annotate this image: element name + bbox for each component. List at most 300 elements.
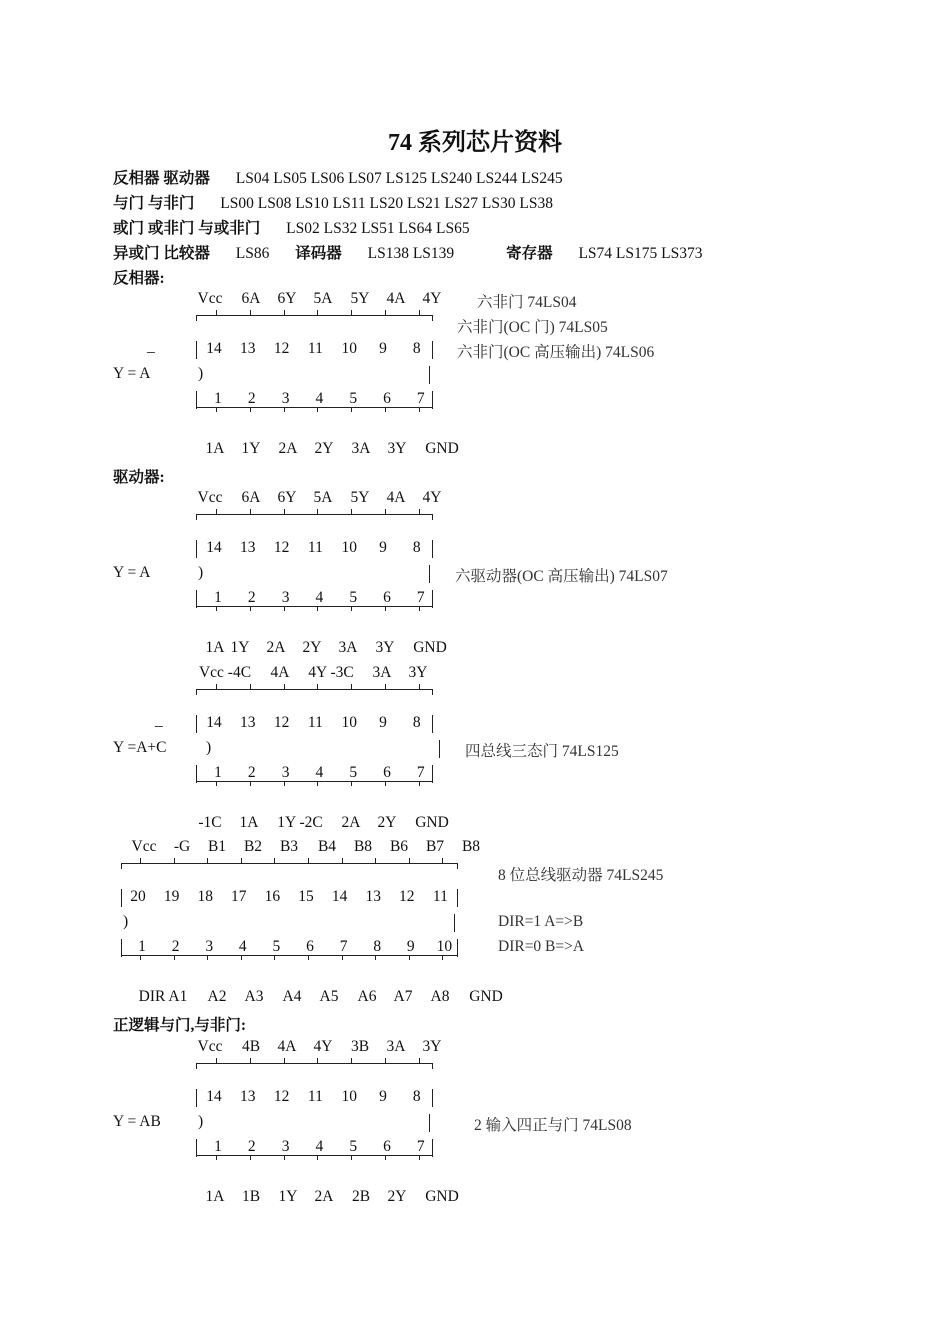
pin-number-top: 8 bbox=[412, 539, 421, 556]
pin-number-top: 17 bbox=[231, 888, 247, 905]
pin-tick-bottom bbox=[419, 1155, 420, 1160]
chip-side-left bbox=[196, 1089, 197, 1107]
pin-number-bottom: 7 bbox=[416, 1138, 425, 1155]
pin-number-bottom: 2 bbox=[247, 1138, 256, 1155]
pin-number-bottom: 7 bbox=[416, 589, 425, 606]
pin-label-bottom: 2B bbox=[351, 1188, 371, 1205]
chip-description: DIR=0 B=>A bbox=[498, 938, 585, 955]
pin-number-bottom: 3 bbox=[281, 589, 290, 606]
section-inverter-label: 反相器: bbox=[113, 270, 165, 287]
pin-number-top: 11 bbox=[307, 539, 323, 556]
pin-label-bottom: 3Y bbox=[387, 440, 407, 457]
pin-number-top: 16 bbox=[264, 888, 281, 905]
pin-tick-top bbox=[216, 1058, 217, 1063]
pin-number-top: 11 bbox=[307, 340, 323, 357]
pin-tick-bottom bbox=[216, 606, 217, 611]
pin-tick-bottom bbox=[207, 955, 208, 960]
pin-number-bottom: 1 bbox=[214, 589, 222, 606]
pin-tick-bottom bbox=[385, 1155, 386, 1160]
pin-number-top: 8 bbox=[412, 1088, 421, 1105]
pin-tick-bottom bbox=[317, 781, 318, 786]
pin-label-top: 5A bbox=[313, 290, 333, 307]
pin-number-bottom: 6 bbox=[383, 1138, 391, 1155]
pin-tick-top bbox=[250, 310, 251, 315]
chip-outline-bottom bbox=[196, 606, 432, 607]
category-parts: LS04 LS05 LS06 LS07 LS125 LS240 LS244 LS245 bbox=[235, 170, 563, 187]
pin-number-top: 8 bbox=[412, 340, 421, 357]
pin-label-top: 3B bbox=[350, 1038, 370, 1055]
pin-tick-bottom bbox=[351, 606, 352, 611]
category-parts-decoder: LS138 LS139 bbox=[367, 245, 455, 262]
pin-tick-bottom bbox=[174, 955, 175, 960]
chip-side-right bbox=[429, 1114, 430, 1132]
pin-label-bottom: GND bbox=[469, 988, 503, 1005]
pin-number-bottom: 5 bbox=[349, 589, 358, 606]
chip-outline-corner bbox=[121, 949, 122, 955]
logic-equation: Y = A bbox=[113, 365, 151, 382]
equation-overbar: _ bbox=[147, 338, 155, 355]
chip-outline-corner bbox=[457, 949, 458, 955]
pin-tick-top bbox=[385, 310, 386, 315]
pin-label-top: 4Y -3C bbox=[308, 664, 354, 681]
pin-number-top: 15 bbox=[298, 888, 314, 905]
category-label-decoder: 译码器 bbox=[295, 245, 342, 262]
pin-tick-top bbox=[140, 858, 141, 863]
pin-number-bottom: 4 bbox=[315, 764, 324, 781]
chip-description: 六非门(OC 门) 74LS05 bbox=[457, 319, 608, 336]
pin-label-bottom: 1Y -2C bbox=[277, 814, 323, 831]
pin-label-top: -G bbox=[173, 838, 191, 855]
pin-tick-bottom bbox=[317, 606, 318, 611]
category-line-and-nand bbox=[113, 191, 553, 213]
pin-tick-top bbox=[419, 1058, 420, 1063]
pin-label-bottom: GND bbox=[425, 440, 459, 457]
pin-tick-bottom bbox=[250, 606, 251, 611]
chip-outline-bottom bbox=[196, 781, 432, 782]
category-label: 或门 或非门 与或非门 bbox=[113, 220, 261, 237]
pin-label-bottom: 3A bbox=[338, 639, 358, 656]
pin-label-top: Vcc bbox=[197, 290, 223, 307]
pin-label-bottom: 2A bbox=[314, 1188, 334, 1205]
pin-label-bottom: 2A bbox=[266, 639, 286, 656]
category-parts: LS02 LS32 LS51 LS64 LS65 bbox=[286, 220, 470, 237]
chip-description: 六驱动器(OC 高压输出) 74LS07 bbox=[455, 568, 668, 585]
pin-number-top: 11 bbox=[432, 888, 448, 905]
chip-description: DIR=1 A=>B bbox=[498, 913, 584, 930]
chip-outline-corner bbox=[432, 1063, 433, 1069]
pin-tick-top bbox=[284, 509, 285, 514]
pin-tick-top bbox=[351, 310, 352, 315]
pin-tick-bottom bbox=[250, 1155, 251, 1160]
pin-number-bottom: 2 bbox=[247, 390, 256, 407]
chip-outline-corner bbox=[432, 514, 433, 520]
pin-number-bottom: 2 bbox=[171, 938, 180, 955]
pin-label-top: 4B bbox=[241, 1038, 261, 1055]
pin-label-top: B3 bbox=[279, 838, 299, 855]
category-label: 反相器 驱动器 bbox=[113, 170, 210, 187]
pin-label-bottom: 1B bbox=[241, 1188, 261, 1205]
chip-outline-top bbox=[196, 689, 432, 690]
pin-label-top: 6A bbox=[241, 489, 261, 506]
chip-outline-corner bbox=[196, 514, 197, 520]
chip-outline-top bbox=[121, 863, 457, 864]
pin-label-top: 3Y bbox=[422, 1038, 442, 1055]
pin-tick-top bbox=[284, 310, 285, 315]
category-label-register: 寄存器 bbox=[506, 245, 553, 262]
pin-label-top: 5Y bbox=[350, 489, 370, 506]
pin-number-bottom: 4 bbox=[238, 938, 247, 955]
pin-label-top: 4A bbox=[277, 1038, 297, 1055]
logic-equation: Y =A+C bbox=[113, 739, 167, 756]
chip-notch: ) bbox=[198, 365, 204, 382]
chip-outline-corner bbox=[196, 689, 197, 695]
pin-tick-bottom bbox=[385, 407, 386, 412]
pin-tick-bottom bbox=[274, 955, 275, 960]
pin-label-top: 6Y bbox=[277, 290, 297, 307]
pin-label-bottom: A8 bbox=[430, 988, 450, 1005]
pin-number-top: 14 bbox=[206, 340, 222, 357]
pin-tick-bottom bbox=[317, 1155, 318, 1160]
pin-label-top: B6 bbox=[389, 838, 409, 855]
pin-number-bottom: 7 bbox=[339, 938, 348, 955]
pin-tick-top bbox=[241, 858, 242, 863]
pin-tick-top bbox=[385, 684, 386, 689]
pin-tick-top bbox=[419, 684, 420, 689]
pin-label-top: Vcc bbox=[197, 489, 223, 506]
pin-tick-bottom bbox=[442, 955, 443, 960]
pin-label-top: Vcc bbox=[131, 838, 157, 855]
pin-label-bottom: 2A bbox=[341, 814, 361, 831]
pin-number-top: 13 bbox=[240, 714, 256, 731]
pin-label-bottom: GND bbox=[415, 814, 449, 831]
pin-tick-top bbox=[409, 858, 410, 863]
pin-label-bottom: GND bbox=[425, 1188, 459, 1205]
category-parts: LS00 LS08 LS10 LS11 LS20 LS21 LS27 LS30 LS38 bbox=[220, 195, 553, 212]
pin-tick-top bbox=[284, 684, 285, 689]
chip-side-left bbox=[121, 889, 122, 907]
pin-tick-top bbox=[274, 858, 275, 863]
pin-tick-top bbox=[351, 509, 352, 514]
pin-number-bottom: 9 bbox=[406, 938, 415, 955]
chip-outline-corner bbox=[196, 600, 197, 606]
pin-label-top: 4Y bbox=[422, 489, 442, 506]
pin-number-top: 13 bbox=[240, 539, 256, 556]
logic-equation: Y = AB bbox=[113, 1113, 161, 1130]
pin-label-bottom: DIR A1 bbox=[138, 988, 188, 1005]
pin-number-top: 14 bbox=[331, 888, 348, 905]
pin-label-bottom: 2Y bbox=[302, 639, 322, 656]
pin-label-bottom: 3A bbox=[351, 440, 371, 457]
pin-tick-bottom bbox=[284, 407, 285, 412]
pin-number-bottom: 10 bbox=[436, 938, 453, 955]
pin-number-bottom: 4 bbox=[315, 1138, 324, 1155]
pin-number-top: 14 bbox=[206, 714, 222, 731]
chip-notch: ) bbox=[198, 564, 204, 581]
pin-label-bottom: 2Y bbox=[387, 1188, 407, 1205]
pin-number-bottom: 1 bbox=[138, 938, 146, 955]
pin-tick-bottom bbox=[241, 955, 242, 960]
pin-number-bottom: 5 bbox=[272, 938, 281, 955]
pin-tick-top bbox=[284, 1058, 285, 1063]
pin-label-bottom: 1A bbox=[239, 814, 259, 831]
pin-number-top: 14 bbox=[206, 539, 222, 556]
pin-number-top: 18 bbox=[197, 888, 213, 905]
chip-outline-corner bbox=[457, 863, 458, 869]
pin-tick-bottom bbox=[250, 781, 251, 786]
chip-outline-bottom bbox=[121, 955, 457, 956]
pin-label-bottom: 2Y bbox=[314, 440, 334, 457]
category-line-or-nor bbox=[113, 216, 470, 238]
pin-number-top: 9 bbox=[379, 714, 387, 731]
pin-tick-bottom bbox=[342, 955, 343, 960]
chip-outline-corner bbox=[432, 600, 433, 606]
pin-tick-bottom bbox=[375, 955, 376, 960]
pin-number-bottom: 3 bbox=[205, 938, 214, 955]
pin-label-bottom: 2A bbox=[278, 440, 298, 457]
pin-label-bottom: 2Y bbox=[377, 814, 397, 831]
pin-tick-bottom bbox=[419, 407, 420, 412]
pin-tick-bottom bbox=[385, 781, 386, 786]
pin-tick-bottom bbox=[216, 407, 217, 412]
pin-label-top: 6A bbox=[241, 290, 261, 307]
pin-number-top: 14 bbox=[206, 1088, 222, 1105]
pin-tick-bottom bbox=[419, 606, 420, 611]
pin-tick-top bbox=[419, 509, 420, 514]
pin-number-bottom: 6 bbox=[383, 589, 391, 606]
chip-outline-top bbox=[196, 514, 432, 515]
pin-number-bottom: 4 bbox=[315, 390, 324, 407]
chip-outline-bottom bbox=[196, 1155, 432, 1156]
pin-number-top: 12 bbox=[399, 888, 415, 905]
chip-notch: ) bbox=[198, 1113, 204, 1130]
chip-description: 2 输入四正与门 74LS08 bbox=[474, 1117, 632, 1134]
pin-number-top: 9 bbox=[379, 1088, 387, 1105]
pin-number-bottom: 5 bbox=[349, 390, 358, 407]
chip-description: 六非门(OC 高压输出) 74LS06 bbox=[457, 344, 655, 361]
pin-label-top: B4 bbox=[317, 838, 337, 855]
pin-tick-bottom bbox=[351, 1155, 352, 1160]
pin-label-top: 3A bbox=[372, 664, 392, 681]
chip-outline-corner bbox=[196, 1063, 197, 1069]
pin-tick-top bbox=[442, 858, 443, 863]
pin-tick-bottom bbox=[419, 781, 420, 786]
pin-tick-bottom bbox=[250, 407, 251, 412]
pin-number-bottom: 6 bbox=[383, 764, 391, 781]
pin-tick-top bbox=[385, 1058, 386, 1063]
pin-tick-top bbox=[375, 858, 376, 863]
pin-number-top: 9 bbox=[379, 340, 387, 357]
pin-tick-bottom bbox=[351, 781, 352, 786]
pin-number-top: 10 bbox=[341, 1088, 357, 1105]
pin-tick-top bbox=[317, 684, 318, 689]
pin-tick-top bbox=[250, 684, 251, 689]
pin-number-bottom: 3 bbox=[281, 764, 290, 781]
pin-number-top: 13 bbox=[365, 888, 381, 905]
pin-number-bottom: 6 bbox=[306, 938, 314, 955]
chip-side-left bbox=[196, 341, 197, 359]
pin-tick-top bbox=[216, 684, 217, 689]
pin-label-bottom: 1A bbox=[205, 639, 225, 656]
pin-tick-top bbox=[419, 310, 420, 315]
pin-number-bottom: 2 bbox=[247, 764, 256, 781]
pin-label-bottom: A7 bbox=[393, 988, 413, 1005]
pin-number-top: 12 bbox=[273, 714, 290, 731]
pin-number-top: 11 bbox=[307, 1088, 323, 1105]
pin-label-top: 5A bbox=[313, 489, 333, 506]
pin-label-top: 4Y bbox=[313, 1038, 333, 1055]
pin-label-bottom: -1C bbox=[198, 814, 222, 831]
pin-number-top: 13 bbox=[240, 1088, 256, 1105]
pin-tick-top bbox=[351, 684, 352, 689]
pin-tick-top bbox=[174, 858, 175, 863]
pin-tick-top bbox=[250, 509, 251, 514]
pin-label-top: Vcc bbox=[197, 1038, 223, 1055]
chip-description: 8 位总线驱动器 74LS245 bbox=[498, 867, 664, 884]
chip-side-right bbox=[432, 341, 433, 359]
pin-label-top: 3A bbox=[386, 1038, 406, 1055]
pin-label-bottom: 1Y bbox=[278, 1188, 298, 1205]
chip-outline-top bbox=[196, 315, 432, 316]
pin-number-bottom: 8 bbox=[373, 938, 382, 955]
pin-number-bottom: 6 bbox=[383, 390, 391, 407]
pin-label-top: B8 bbox=[353, 838, 373, 855]
pin-label-top: B7 bbox=[425, 838, 445, 855]
pin-number-top: 10 bbox=[341, 340, 357, 357]
pin-number-bottom: 3 bbox=[281, 1138, 290, 1155]
pin-number-bottom: 1 bbox=[214, 1138, 222, 1155]
page-title: 74 系列芯片资料 bbox=[388, 130, 562, 156]
chip-outline-corner bbox=[196, 775, 197, 781]
pin-label-bottom: 1Y bbox=[230, 639, 250, 656]
pin-tick-bottom bbox=[284, 781, 285, 786]
pin-tick-top bbox=[216, 509, 217, 514]
pin-number-bottom: 1 bbox=[214, 764, 222, 781]
pin-label-bottom: A4 bbox=[282, 988, 302, 1005]
pin-number-bottom: 3 bbox=[281, 390, 290, 407]
chip-outline-corner bbox=[196, 315, 197, 321]
pin-number-bottom: 5 bbox=[349, 764, 358, 781]
category-line-xor-decoder-register bbox=[113, 241, 702, 263]
chip-side-right bbox=[457, 889, 458, 907]
pin-label-top: 6Y bbox=[277, 489, 297, 506]
category-parts: LS86 bbox=[235, 245, 270, 262]
chip-side-left bbox=[196, 715, 197, 733]
chip-outline-corner bbox=[432, 401, 433, 407]
pin-number-bottom: 1 bbox=[214, 390, 222, 407]
pin-tick-bottom bbox=[317, 407, 318, 412]
pin-tick-top bbox=[342, 858, 343, 863]
pin-label-top: B8 bbox=[461, 838, 481, 855]
pin-label-top: B1 bbox=[207, 838, 227, 855]
pin-label-bottom: 3Y bbox=[375, 639, 395, 656]
pin-tick-bottom bbox=[385, 606, 386, 611]
pin-tick-top bbox=[216, 310, 217, 315]
pin-tick-top bbox=[351, 1058, 352, 1063]
pin-label-bottom: 1A bbox=[205, 440, 225, 457]
pin-tick-bottom bbox=[284, 606, 285, 611]
chip-description: 四总线三态门 74LS125 bbox=[465, 743, 619, 760]
chip-notch: ) bbox=[123, 913, 129, 930]
pin-label-top: 4A bbox=[270, 664, 290, 681]
pin-tick-top bbox=[317, 310, 318, 315]
chip-side-right bbox=[432, 540, 433, 558]
section-and-gate-label: 正逻辑与门,与非门: bbox=[113, 1017, 247, 1034]
pin-label-top: 4A bbox=[386, 489, 406, 506]
chip-outline-top bbox=[196, 1063, 432, 1064]
category-parts-register: LS74 LS175 LS373 bbox=[578, 245, 703, 262]
chip-outline-corner bbox=[121, 863, 122, 869]
pin-tick-bottom bbox=[216, 781, 217, 786]
pin-label-top: 3Y bbox=[408, 664, 428, 681]
category-label: 与门 与非门 bbox=[113, 195, 195, 212]
chip-side-right bbox=[432, 715, 433, 733]
equation-overbar: _ bbox=[155, 712, 163, 729]
pin-number-top: 12 bbox=[273, 1088, 290, 1105]
pin-label-bottom: GND bbox=[413, 639, 447, 656]
pin-tick-bottom bbox=[409, 955, 410, 960]
pin-label-top: 4Y bbox=[422, 290, 442, 307]
pin-number-top: 11 bbox=[307, 714, 323, 731]
pin-number-bottom: 5 bbox=[349, 1138, 358, 1155]
category-label: 异或门 比较器 bbox=[113, 245, 210, 262]
pin-tick-top bbox=[207, 858, 208, 863]
chip-outline-corner bbox=[432, 315, 433, 321]
chip-outline-corner bbox=[196, 1149, 197, 1155]
pin-number-top: 9 bbox=[379, 539, 387, 556]
chip-outline-bottom bbox=[196, 407, 432, 408]
pin-number-top: 20 bbox=[130, 888, 146, 905]
pin-number-bottom: 7 bbox=[416, 764, 425, 781]
pin-number-top: 8 bbox=[412, 714, 421, 731]
pin-label-top: 5Y bbox=[350, 290, 370, 307]
chip-notch: ) bbox=[206, 739, 212, 756]
pin-label-bottom: A2 bbox=[207, 988, 227, 1005]
pin-tick-top bbox=[250, 1058, 251, 1063]
chip-outline-corner bbox=[196, 401, 197, 407]
pin-number-bottom: 4 bbox=[315, 589, 324, 606]
pin-number-bottom: 7 bbox=[416, 390, 425, 407]
chip-side-right bbox=[454, 914, 455, 932]
chip-description: 六非门 74LS04 bbox=[477, 294, 577, 311]
pin-label-top: Vcc -4C bbox=[198, 664, 252, 681]
pin-tick-bottom bbox=[308, 955, 309, 960]
chip-side-right bbox=[429, 366, 430, 384]
pin-tick-top bbox=[317, 509, 318, 514]
pin-label-bottom: A6 bbox=[357, 988, 377, 1005]
pin-label-top: B2 bbox=[243, 838, 263, 855]
pin-label-bottom: 1Y bbox=[241, 440, 261, 457]
pin-label-top: 4A bbox=[386, 290, 406, 307]
chip-side-right bbox=[439, 740, 440, 758]
pin-number-top: 10 bbox=[341, 714, 357, 731]
pin-tick-bottom bbox=[284, 1155, 285, 1160]
pin-number-top: 19 bbox=[163, 888, 180, 905]
pin-number-top: 13 bbox=[240, 340, 256, 357]
category-line-inverter-driver bbox=[113, 166, 563, 188]
chip-side-right bbox=[432, 1089, 433, 1107]
pin-tick-top bbox=[308, 858, 309, 863]
pin-number-top: 12 bbox=[273, 340, 290, 357]
pin-number-bottom: 2 bbox=[247, 589, 256, 606]
pin-tick-bottom bbox=[216, 1155, 217, 1160]
pin-label-bottom: 1A bbox=[205, 1188, 225, 1205]
pin-label-bottom: A3 bbox=[244, 988, 264, 1005]
chip-outline-corner bbox=[432, 689, 433, 695]
pin-tick-top bbox=[385, 509, 386, 514]
pin-tick-bottom bbox=[140, 955, 141, 960]
chip-outline-corner bbox=[432, 1149, 433, 1155]
pin-number-top: 12 bbox=[273, 539, 290, 556]
